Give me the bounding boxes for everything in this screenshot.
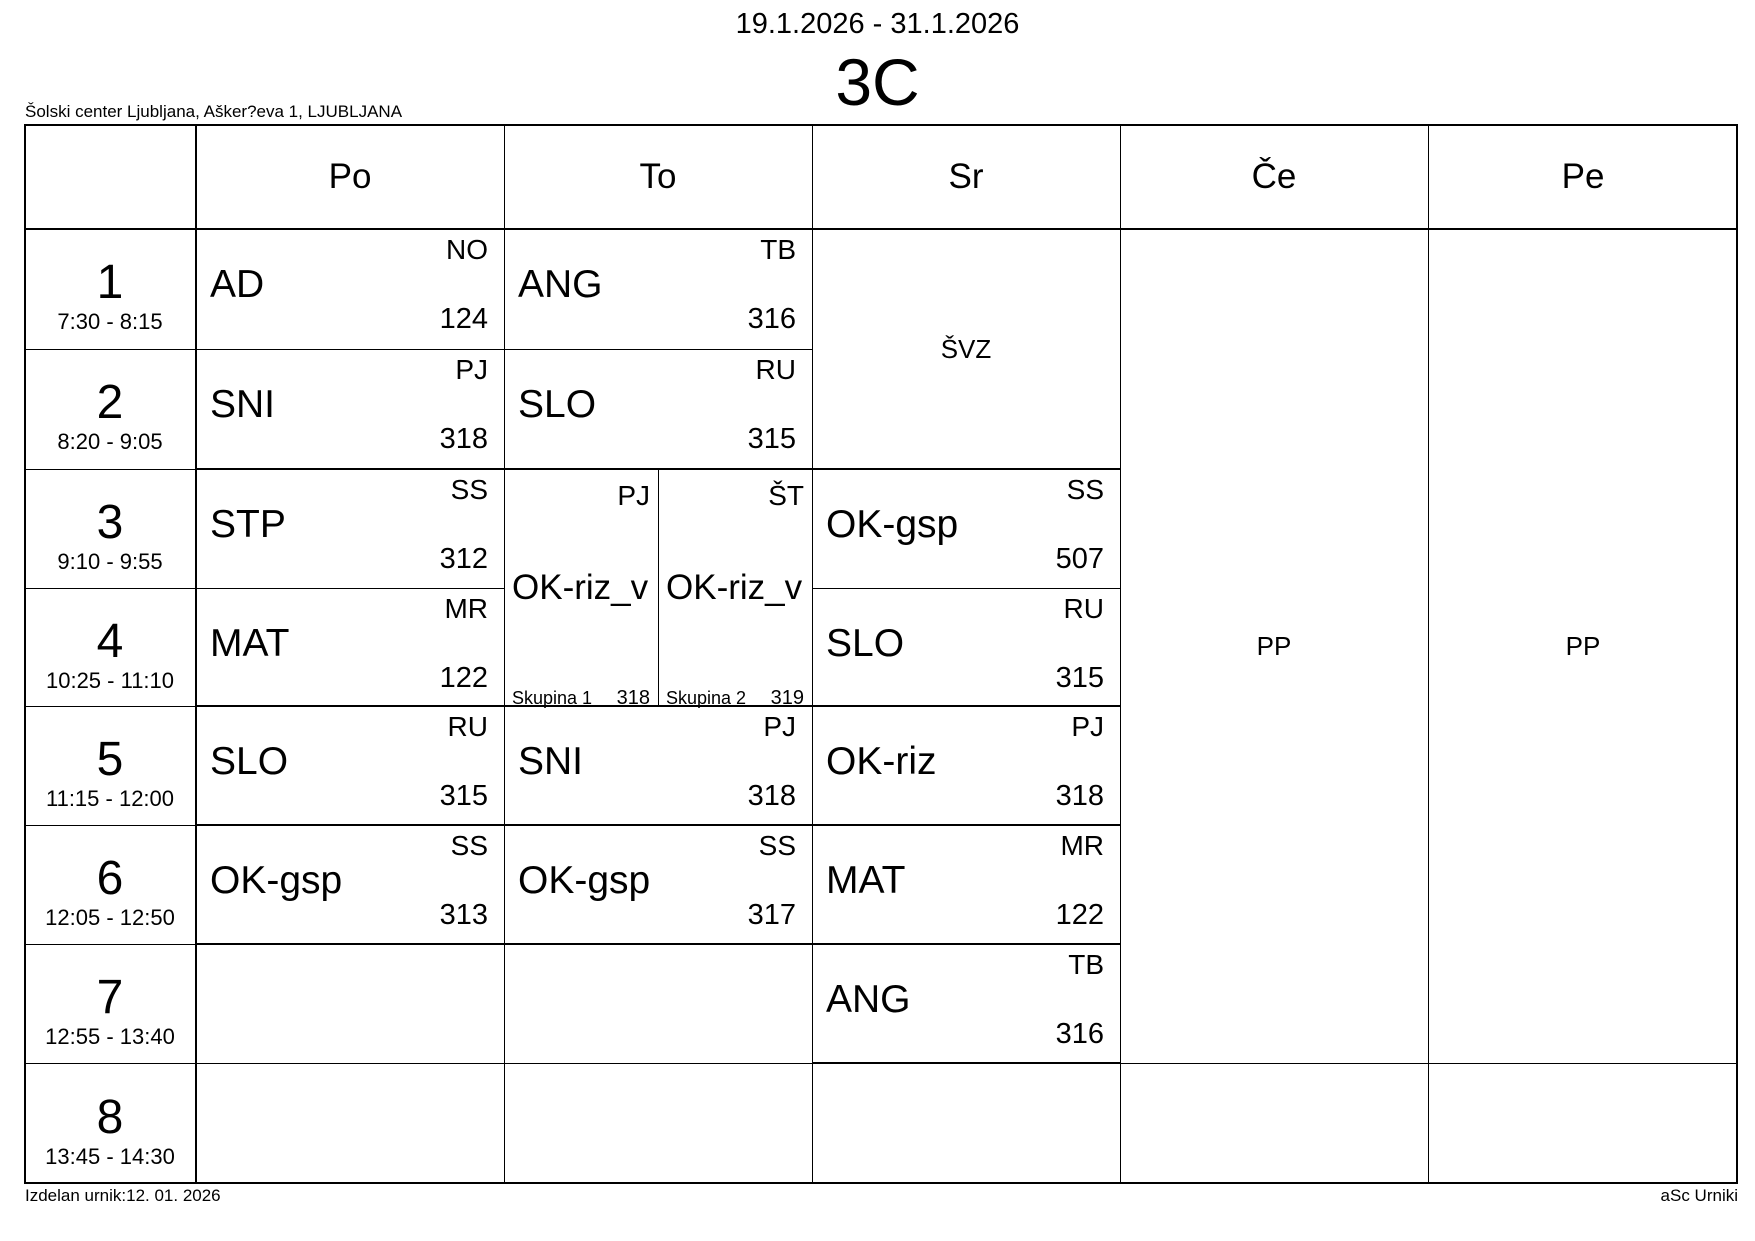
lesson-subject: SNI — [518, 740, 584, 783]
period-2 — [24, 349, 196, 469]
grid-border-bottom — [24, 1182, 1738, 1184]
period-number: 3 — [96, 496, 124, 549]
school-address: Šolski center Ljubljana, Ašker?eva 1, LJUBLJANA — [25, 102, 403, 121]
class-name: 3C — [835, 45, 920, 119]
lesson-teacher: SS — [450, 474, 488, 505]
lesson-teacher: PJ — [763, 711, 796, 742]
lesson-sr-block: ŠVZ — [940, 333, 992, 364]
lesson-room: 316 — [1055, 1018, 1104, 1050]
lesson-teacher: SS — [758, 830, 796, 861]
lesson-subject: OK-gsp — [210, 859, 343, 902]
lesson-subject: OK-riz_v — [666, 568, 803, 607]
lesson-subject: OK-gsp — [518, 859, 651, 902]
period-time: 7:30 - 8:15 — [57, 309, 163, 334]
period-time: 12:05 - 12:50 — [45, 905, 175, 930]
lesson-teacher: NO — [446, 234, 488, 265]
period-4 — [24, 588, 196, 708]
lesson-room: 318 — [439, 423, 488, 455]
lesson-po-6 — [196, 825, 504, 945]
period-6 — [24, 825, 196, 945]
day-header-sr: Sr — [948, 156, 984, 196]
lesson-room: 316 — [747, 303, 796, 335]
lesson-subject: SLO — [826, 622, 905, 665]
lesson-teacher: TB — [1068, 949, 1104, 980]
lesson-subject: SLO — [518, 383, 597, 426]
lesson-room: 318 — [616, 687, 650, 709]
period-3 — [24, 469, 196, 589]
lesson-room: 312 — [439, 543, 488, 575]
lesson-to-1 — [504, 229, 812, 349]
period-time: 12:55 - 13:40 — [45, 1024, 175, 1049]
group-lesson-to-2 — [658, 469, 812, 709]
lesson-room: 318 — [747, 780, 796, 812]
period-time: 10:25 - 11:10 — [45, 668, 175, 693]
lesson-subject: STP — [210, 503, 286, 546]
lesson-group: Skupina 2 — [666, 688, 747, 708]
lesson-teacher: TB — [760, 234, 796, 265]
row-divider — [196, 1063, 504, 1064]
lesson-po-3 — [196, 469, 504, 589]
row-divider — [504, 1063, 812, 1064]
lesson-subject: ANG — [518, 263, 603, 306]
period-number: 6 — [96, 852, 124, 905]
period-number: 5 — [96, 733, 124, 786]
period-8 — [24, 1064, 196, 1184]
lesson-teacher: RU — [447, 711, 488, 742]
lesson-sr-6 — [812, 825, 1120, 945]
lesson-po-4 — [196, 588, 504, 708]
lesson-room: 315 — [747, 423, 796, 455]
period-1 — [24, 229, 196, 349]
created-date: Izdelan urnik:12. 01. 2026 — [25, 1186, 221, 1205]
lesson-subject: ANG — [826, 978, 911, 1021]
lesson-teacher: SS — [1066, 474, 1104, 505]
lesson-teacher: RU — [1063, 593, 1104, 624]
lesson-teacher: PJ — [455, 354, 488, 385]
lesson-room: 315 — [439, 780, 488, 812]
lesson-teacher: MR — [444, 593, 488, 624]
period-number: 1 — [96, 256, 124, 309]
date-range: 19.1.2026 - 31.1.2026 — [735, 8, 1020, 40]
period-time: 9:10 - 9:55 — [57, 549, 163, 574]
period-time: 13:45 - 14:30 — [45, 1144, 175, 1169]
lesson-room: 319 — [770, 687, 804, 709]
day-header-pe: Pe — [1561, 156, 1605, 196]
lesson-po-5 — [196, 706, 504, 826]
day-header-po: Po — [328, 156, 372, 196]
period-5 — [24, 706, 196, 826]
period-number: 8 — [96, 1091, 124, 1144]
lesson-room: 318 — [1055, 780, 1104, 812]
day-header-to: To — [639, 156, 677, 196]
lesson-room: 122 — [1055, 899, 1104, 931]
lesson-to-5 — [504, 706, 812, 826]
lesson-subject: MAT — [210, 622, 290, 665]
lesson-teacher: PJ — [1071, 711, 1104, 742]
lesson-room: 122 — [439, 662, 488, 694]
lesson-sr-7 — [812, 944, 1120, 1064]
lesson-teacher: SS — [450, 830, 488, 861]
lesson-room: 124 — [439, 303, 488, 335]
timetable-grid — [24, 124, 1738, 1184]
lesson-room: 315 — [1055, 662, 1104, 694]
lesson-group: Skupina 1 — [512, 688, 593, 708]
lesson-po-2 — [196, 349, 504, 469]
lesson-ce-block: PP — [1256, 630, 1292, 661]
lesson-room: 317 — [747, 899, 796, 931]
row-divider — [1428, 1063, 1738, 1064]
lesson-sr-3 — [812, 469, 1120, 589]
lesson-subject: OK-gsp — [826, 503, 959, 546]
lesson-room: 313 — [439, 899, 488, 931]
lesson-subject: SNI — [210, 383, 276, 426]
group-lesson-to-1 — [504, 469, 658, 709]
lesson-to-2 — [504, 349, 812, 469]
lesson-sr-5 — [812, 706, 1120, 826]
lesson-subject: SLO — [210, 740, 289, 783]
lesson-po-1 — [196, 229, 504, 349]
day-header-ce: Če — [1251, 156, 1297, 196]
row-divider — [1120, 1063, 1428, 1064]
lesson-subject: AD — [210, 263, 265, 306]
lesson-teacher: MR — [1060, 830, 1104, 861]
lesson-room: 507 — [1055, 543, 1104, 575]
lesson-subject: MAT — [826, 859, 906, 902]
lesson-pe-block: PP — [1565, 630, 1601, 661]
lesson-sr-4 — [812, 588, 1120, 708]
brand-label: aSc Urniki — [1660, 1186, 1738, 1205]
lesson-teacher: PJ — [617, 480, 650, 511]
lesson-teacher: RU — [755, 354, 796, 385]
period-7 — [24, 944, 196, 1064]
period-time: 11:15 - 12:00 — [45, 786, 175, 811]
period-time: 8:20 - 9:05 — [57, 429, 163, 454]
lesson-teacher: ŠT — [768, 480, 804, 511]
period-number: 4 — [96, 615, 124, 668]
lesson-subject: OK-riz — [826, 740, 937, 783]
period-number: 2 — [96, 376, 124, 429]
period-number: 7 — [96, 971, 124, 1024]
lesson-subject: OK-riz_v — [512, 568, 649, 607]
lesson-to-6 — [504, 825, 812, 945]
